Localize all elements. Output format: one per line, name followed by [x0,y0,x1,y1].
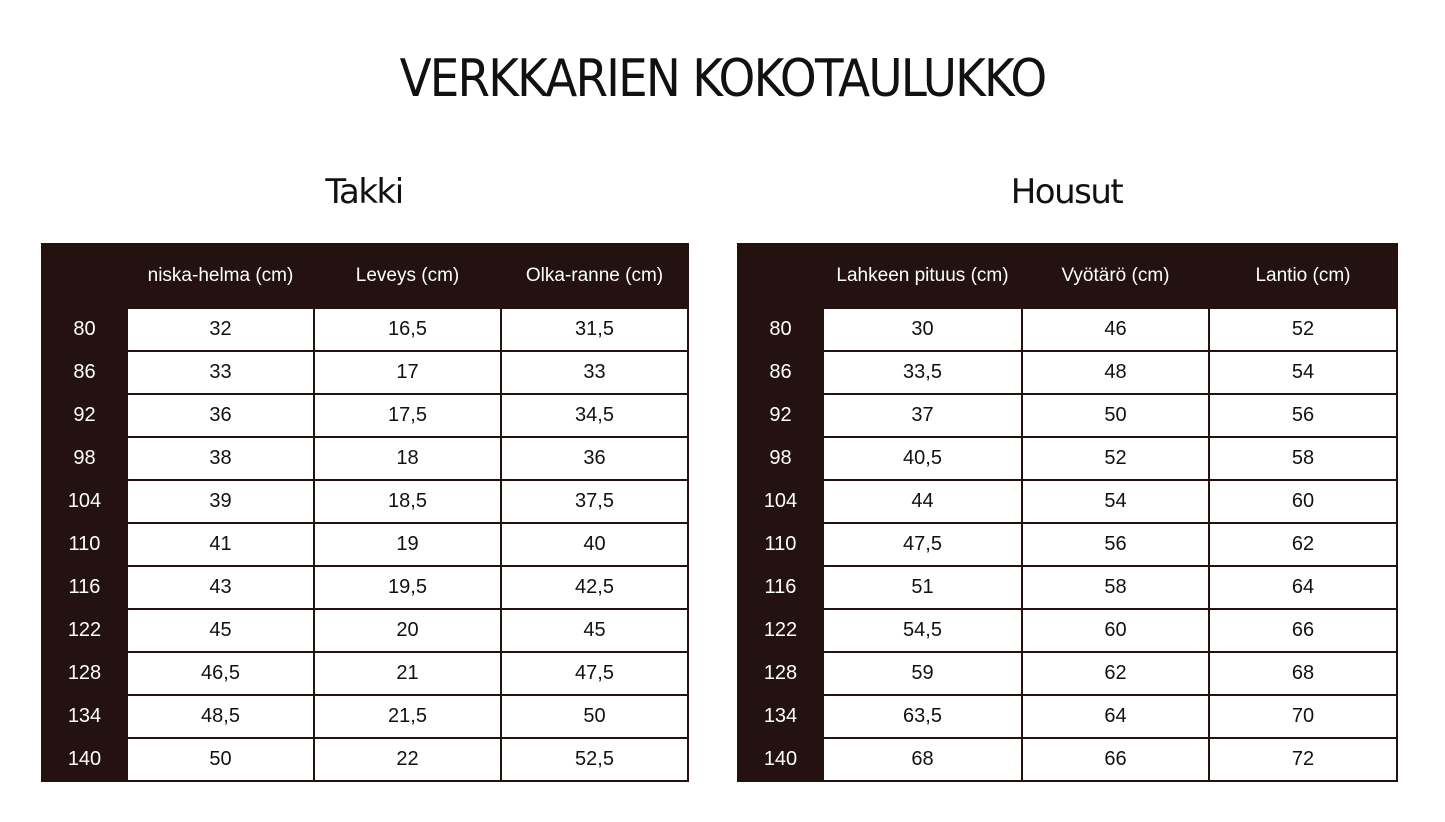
column-header: niska-helma (cm) [127,244,314,308]
measurement-cell: 52 [1022,437,1209,480]
table-row [42,394,688,437]
measurement-cell: 19,5 [314,566,501,609]
size-cell: 134 [42,695,127,738]
measurement-cell: 54 [1022,480,1209,523]
table-row [42,609,688,652]
measurement-cell: 33 [501,351,688,394]
measurement-cell: 40,5 [823,437,1022,480]
measurement-cell: 21,5 [314,695,501,738]
measurement-cell: 37,5 [501,480,688,523]
table-row [42,480,688,523]
measurement-cell: 21 [314,652,501,695]
measurement-cell: 41 [127,523,314,566]
size-cell: 116 [42,566,127,609]
table-row [738,480,1397,523]
jacket-table-heading: Takki [325,172,403,212]
column-header: Leveys (cm) [314,244,501,308]
size-cell: 104 [42,480,127,523]
measurement-cell: 18,5 [314,480,501,523]
measurement-cell: 66 [1022,738,1209,781]
size-cell: 92 [42,394,127,437]
size-cell: 92 [738,394,823,437]
size-cell: 128 [738,652,823,695]
table-row [738,652,1397,695]
measurement-cell: 46,5 [127,652,314,695]
measurement-cell: 45 [501,609,688,652]
table-row [42,351,688,394]
measurement-cell: 62 [1209,523,1397,566]
measurement-cell: 32 [127,308,314,351]
measurement-cell: 33,5 [823,351,1022,394]
measurement-cell: 59 [823,652,1022,695]
column-header: Lahkeen pituus (cm) [823,244,1022,308]
measurement-cell: 34,5 [501,394,688,437]
measurement-cell: 50 [1022,394,1209,437]
table-row [738,566,1397,609]
column-header: Lantio (cm) [1209,244,1397,308]
measurement-cell: 58 [1022,566,1209,609]
measurement-cell: 39 [127,480,314,523]
size-cell: 98 [42,437,127,480]
measurement-cell: 42,5 [501,566,688,609]
measurement-cell: 64 [1209,566,1397,609]
size-cell: 110 [738,523,823,566]
table-row [738,437,1397,480]
measurement-cell: 31,5 [501,308,688,351]
size-cell: 122 [738,609,823,652]
measurement-cell: 20 [314,609,501,652]
table-row [738,523,1397,566]
page-title: VERKKARIEN KOKOTAULUKKO [399,49,1046,109]
table-row [42,738,688,781]
measurement-cell: 30 [823,308,1022,351]
table-row [42,652,688,695]
size-cell: 140 [42,738,127,781]
size-cell: 116 [738,566,823,609]
jacket-size-table [41,243,689,782]
measurement-cell: 36 [127,394,314,437]
size-column-header [738,244,823,308]
pants-table-heading: Housut [1010,172,1123,212]
measurement-cell: 47,5 [501,652,688,695]
measurement-cell: 64 [1022,695,1209,738]
measurement-cell: 48,5 [127,695,314,738]
measurement-cell: 17,5 [314,394,501,437]
measurement-cell: 56 [1022,523,1209,566]
table-row [738,609,1397,652]
measurement-cell: 40 [501,523,688,566]
measurement-cell: 52,5 [501,738,688,781]
size-cell: 86 [42,351,127,394]
table-row [738,394,1397,437]
table-row [738,695,1397,738]
table-row [42,695,688,738]
measurement-cell: 68 [1209,652,1397,695]
column-header: Vyötärö (cm) [1022,244,1209,308]
measurement-cell: 45 [127,609,314,652]
size-column-header [42,244,127,308]
measurement-cell: 54 [1209,351,1397,394]
table-row [738,308,1397,351]
measurement-cell: 44 [823,480,1022,523]
measurement-cell: 16,5 [314,308,501,351]
measurement-cell: 51 [823,566,1022,609]
measurement-cell: 68 [823,738,1022,781]
column-header: Olka-ranne (cm) [501,244,688,308]
measurement-cell: 52 [1209,308,1397,351]
measurement-cell: 50 [501,695,688,738]
size-cell: 110 [42,523,127,566]
table-row [738,351,1397,394]
measurement-cell: 70 [1209,695,1397,738]
measurement-cell: 60 [1022,609,1209,652]
measurement-cell: 56 [1209,394,1397,437]
size-cell: 104 [738,480,823,523]
measurement-cell: 66 [1209,609,1397,652]
table-row [42,523,688,566]
size-cell: 122 [42,609,127,652]
measurement-cell: 19 [314,523,501,566]
table-header-row [738,244,1397,308]
measurement-cell: 18 [314,437,501,480]
measurement-cell: 48 [1022,351,1209,394]
measurement-cell: 46 [1022,308,1209,351]
measurement-cell: 36 [501,437,688,480]
size-cell: 140 [738,738,823,781]
size-cell: 80 [42,308,127,351]
table-header-row [42,244,688,308]
size-cell: 128 [42,652,127,695]
measurement-cell: 62 [1022,652,1209,695]
size-cell: 86 [738,351,823,394]
measurement-cell: 54,5 [823,609,1022,652]
table-row [42,437,688,480]
measurement-cell: 22 [314,738,501,781]
measurement-cell: 50 [127,738,314,781]
table-row [42,566,688,609]
pants-size-table [737,243,1398,782]
measurement-cell: 63,5 [823,695,1022,738]
measurement-cell: 17 [314,351,501,394]
measurement-cell: 43 [127,566,314,609]
measurement-cell: 60 [1209,480,1397,523]
table-row [738,738,1397,781]
measurement-cell: 72 [1209,738,1397,781]
measurement-cell: 58 [1209,437,1397,480]
size-cell: 80 [738,308,823,351]
measurement-cell: 47,5 [823,523,1022,566]
size-cell: 98 [738,437,823,480]
size-cell: 134 [738,695,823,738]
measurement-cell: 38 [127,437,314,480]
measurement-cell: 33 [127,351,314,394]
measurement-cell: 37 [823,394,1022,437]
table-row [42,308,688,351]
